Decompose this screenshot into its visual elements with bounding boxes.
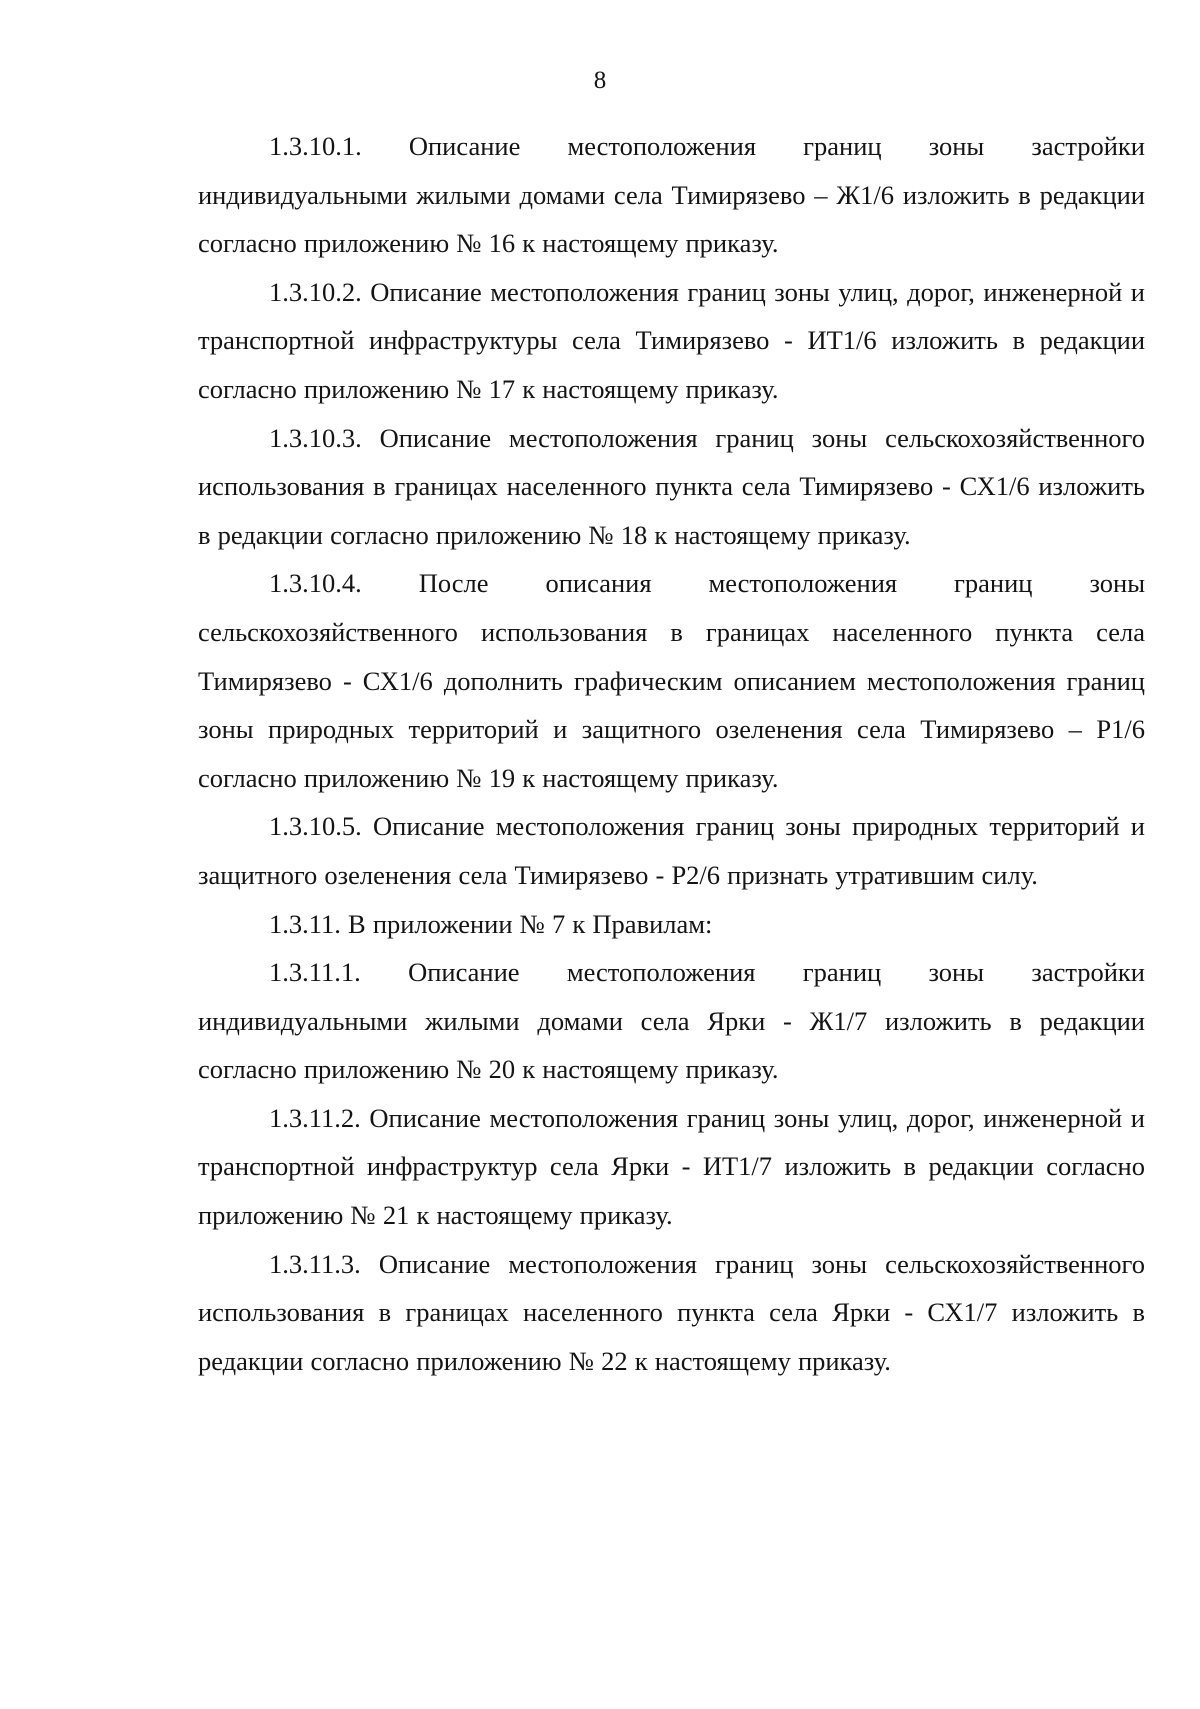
- paragraph-1-3-10-1: 1.3.10.1. Описание местоположения границ зоны застройки индивидуальными жилыми домами села Тимирязево – Ж1/6 изложить в редакции согласно приложению № 16 к настоящему приказу.: [198, 131, 1145, 259]
- paragraph-1-3-11-2: 1.3.11.2. Описание местоположения границ зоны улиц, дорог, инженерной и транспортной инфраструктур села Ярки - ИТ1/7 изложить в редакции согласно приложению № 21 к настоящему приказу.: [198, 1102, 1145, 1231]
- paragraph-1-3-10-3: 1.3.10.3. Описание местоположения границ зоны сельскохозяйственного использования в границах населенного пункта села Тимирязево - СХ1/6 изложить в редакции согласно приложению № 18 к настоящему приказу.: [198, 422, 1145, 550]
- paragraph-1-3-11-1: 1.3.11.1. Описание местоположения границ зоны застройки индивидуальными жилыми домами села Ярки - Ж1/7 изложить в редакции согласно приложению № 20 к настоящему приказу.: [198, 957, 1145, 1085]
- document-body: [198, 122, 1145, 1385]
- paragraph-1-3-10-4: 1.3.10.4. После описания местоположения границ зоны сельскохозяйственного использования в границах населенного пункта села Тимирязево - СХ1/6 дополнить графическим описанием местоположения границ зоны природных территорий и защитного озеленения села Тимирязево – Р1/6 согласно приложению № 19 к настоящему приказу.: [198, 568, 1145, 793]
- paragraph-1-3-11-3: 1.3.11.3. Описание местоположения границ зоны сельскохозяйственного использования в границах населенного пункта села Ярки - СХ1/7 изложить в редакции согласно приложению № 22 к настоящему приказу.: [198, 1248, 1145, 1376]
- page-number: 8: [593, 67, 607, 94]
- paragraph-1-3-11: 1.3.11. В приложении № 7 к Правилам:: [269, 908, 713, 939]
- paragraph-1-3-10-5: 1.3.10.5. Описание местоположения границ зоны природных территорий и защитного озеленения села Тимирязево - Р2/6 признать утратившим силу.: [198, 811, 1145, 890]
- paragraph-1-3-10-2: 1.3.10.2. Описание местоположения границ зоны улиц, дорог, инженерной и транспортной инфраструктуры села Тимирязево - ИТ1/6 изложить в редакции согласно приложению № 17 к настоящему приказу.: [198, 276, 1145, 404]
